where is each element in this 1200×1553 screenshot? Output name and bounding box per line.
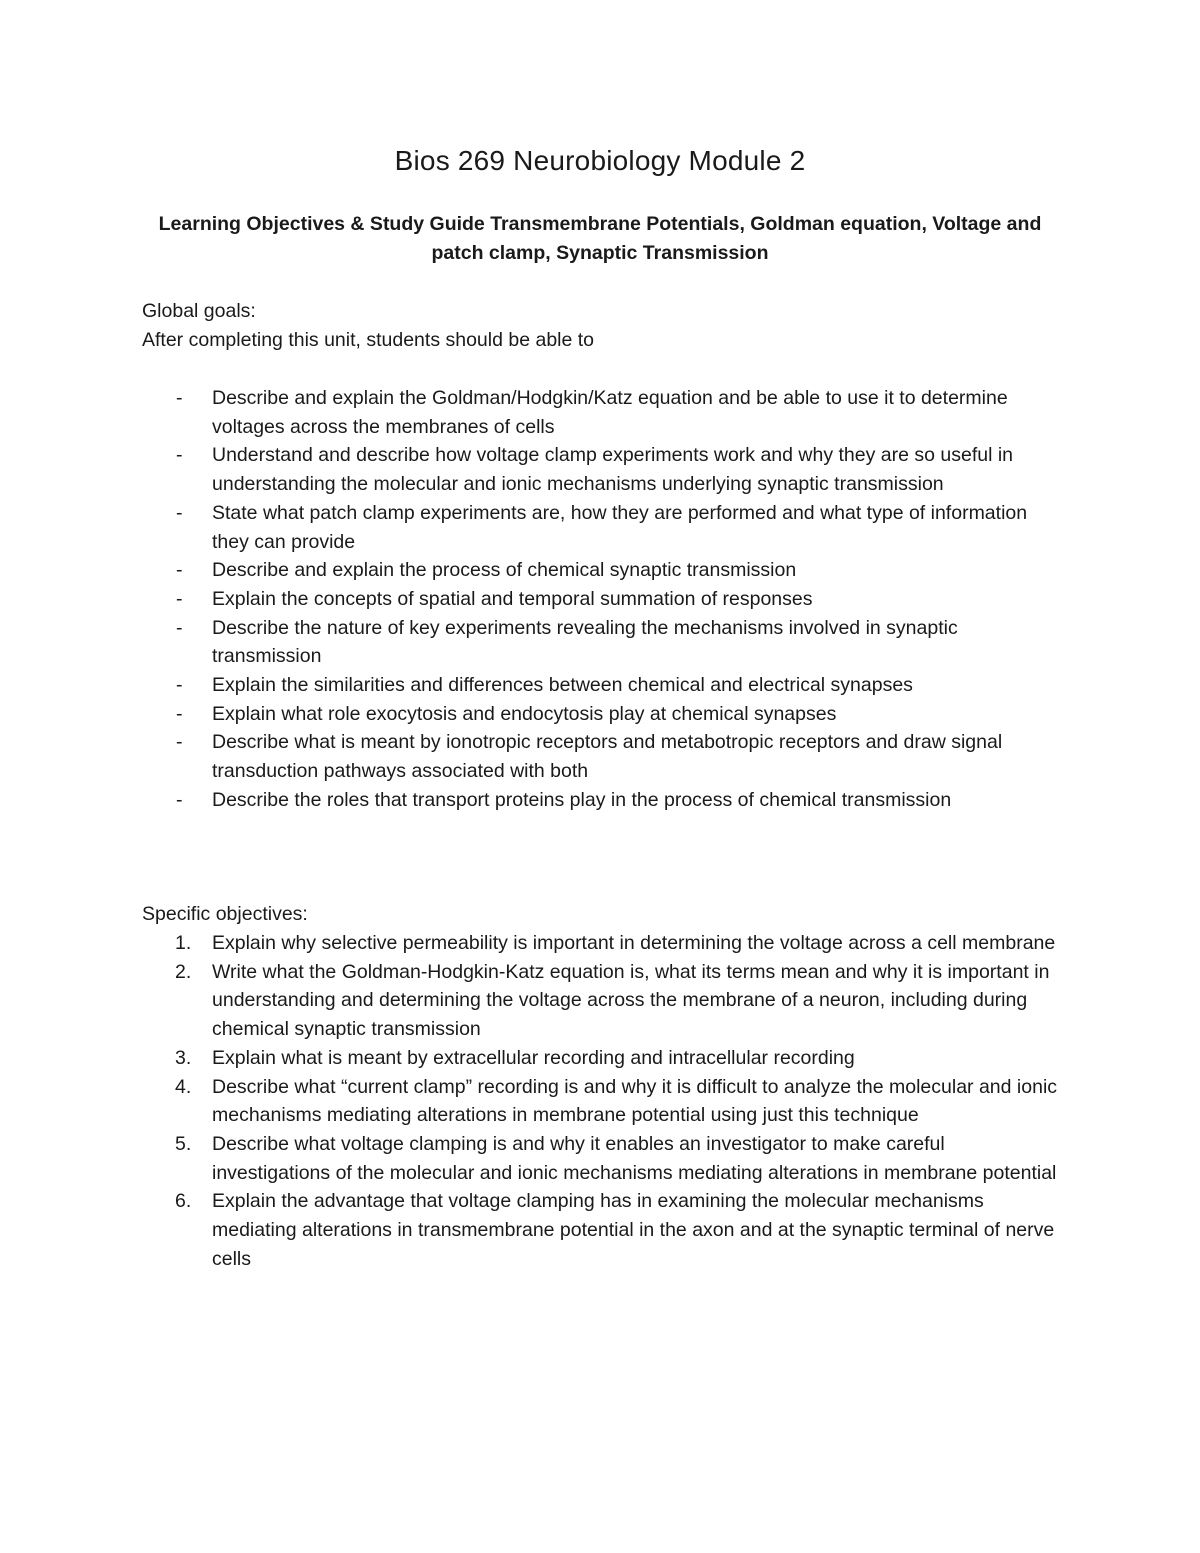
list-number: 1. [175, 932, 192, 954]
list-number: 2. [175, 960, 192, 983]
list-number: 3. [175, 1046, 192, 1069]
list-item [142, 384, 1062, 441]
bullet-marker: - [176, 702, 183, 725]
global-goals-heading: Global goals: [142, 300, 256, 322]
document-subtitle: Learning Objectives & Study Guide Transmembrane Potentials, Goldman equation, Voltage and patch clamp, Synaptic Transmission [158, 213, 1042, 264]
specific-objectives-heading: Specific objectives: [142, 903, 308, 925]
document-title: Bios 269 Neurobiology Module 2 [394, 145, 806, 176]
global-goals-list [142, 384, 1062, 815]
list-item [142, 585, 1062, 614]
global-goals-intro: After completing this unit, students should be able to [142, 329, 595, 351]
list-item-text: Understand and describe how voltage clamp experiments work and why they are so useful in understanding the molecular and ionic mechanisms underlying synaptic transmission [212, 444, 1014, 496]
list-item-text: Explain why selective permeability is important in determining the voltage across a cell membrane [212, 932, 1056, 954]
bullet-marker: - [176, 559, 183, 582]
bullet-marker: - [176, 501, 183, 524]
list-item-text: Explain what is meant by extracellular recording and intracellular recording [212, 1046, 855, 1069]
list-item [142, 556, 1062, 585]
list-item-text: Describe the roles that transport proteins play in the process of chemical transmission [212, 788, 952, 811]
specific-objectives-list [142, 929, 1062, 1273]
list-number: 4. [175, 1075, 192, 1098]
bullet-marker: - [176, 444, 183, 467]
list-item-text: Explain the concepts of spatial and temporal summation of responses [212, 587, 813, 610]
list-item [142, 728, 1062, 785]
bullet-marker: - [176, 587, 183, 610]
list-item [142, 614, 1062, 671]
list-item [142, 1044, 1062, 1073]
bullet-marker: - [176, 387, 183, 409]
list-item-text: Explain the advantage that voltage clamping has in examining the molecular mechanisms mediating alterations in transmembrane potential in the axon and at the synaptic terminal of nerve cells [212, 1190, 1055, 1270]
list-item-text: Explain what role exocytosis and endocytosis play at chemical synapses [212, 702, 837, 725]
list-item [142, 786, 1062, 815]
list-number: 6. [175, 1190, 192, 1213]
list-item [142, 499, 1062, 556]
list-item [142, 1187, 1062, 1273]
list-item-text: Describe and explain the process of chemical synaptic transmission [212, 559, 797, 582]
list-item [142, 671, 1062, 700]
list-item [142, 441, 1062, 498]
list-item-text: Describe what is meant by ionotropic receptors and metabotropic receptors and draw signal transduction pathways associated with both [212, 731, 1003, 783]
list-item-text: State what patch clamp experiments are, how they are performed and what type of information they can provide [212, 501, 1028, 553]
list-item [142, 1073, 1062, 1130]
list-item [142, 958, 1062, 1044]
list-item-text: Describe what voltage clamping is and why it enables an investigator to make careful investigations of the molecular and ionic mechanisms mediating alterations in membrane potential [212, 1132, 1057, 1184]
bullet-marker: - [176, 674, 183, 697]
bullet-marker: - [176, 731, 183, 754]
list-item [142, 1130, 1062, 1187]
list-item-text: Describe the nature of key experiments revealing the mechanisms involved in synaptic transmission [212, 616, 958, 668]
list-item [142, 700, 1062, 729]
list-item-text: Describe and explain the Goldman/Hodgkin/Katz equation and be able to use it to determine voltages across the membranes of cells [212, 387, 1008, 438]
list-item-text: Describe what “current clamp” recording is and why it is difficult to analyze the molecular and ionic mechanisms mediating alterations in membrane potential using just this technique [212, 1075, 1058, 1127]
list-item-text: Write what the Goldman-Hodgkin-Katz equation is, what its terms mean and why it is important in understanding and determining the voltage across the membrane of a neuron, including during chemical synaptic transmission [212, 960, 1050, 1041]
list-number: 5. [175, 1132, 192, 1155]
list-item-text: Explain the similarities and differences between chemical and electrical synapses [212, 674, 913, 697]
list-item [142, 929, 1062, 958]
bullet-marker: - [176, 788, 183, 811]
bullet-marker: - [176, 616, 183, 639]
